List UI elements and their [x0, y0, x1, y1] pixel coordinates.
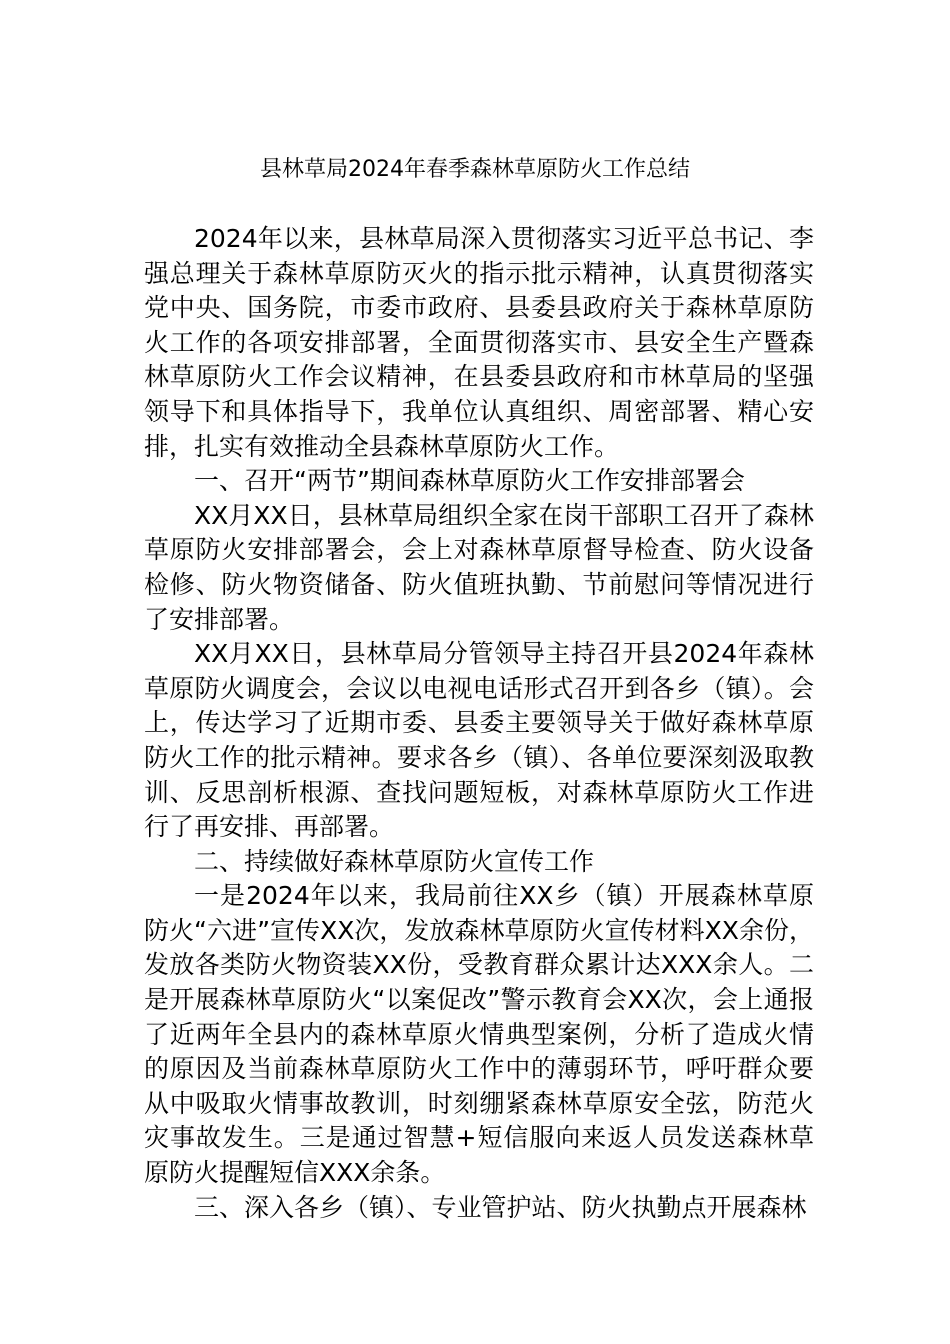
section-heading-1: 一、召开“两节”期间森林草原防火工作安排部署会 [194, 466, 745, 496]
document-title: 县林草局2024年春季森林草原防火工作总结 [260, 157, 690, 182]
paragraph: 一是2024年以来，我局前往XX乡（镇）开展森林草原防火“六进”宣传XX次，发放森林草原防火宣传材料XX余份，发放各类防火物资装XX份，受教育群众累计达XXX余人。二是开展森林草原防火“以案促改”警示教育会XX次，会上通报了近两年全县内的森林草原火情典型案例，分析了造成火情的原因及当前森林草原防火工作中的薄弱环节，呼吁群众要从中吸取火情事故教训，时刻绷紧森林草原安全弦，防范火灾事故发生。三是通过智慧+短信服向来返人员发送森林草原防火提醒短信XXX余条。 [144, 881, 814, 1188]
section-heading-3: 三、深入各乡（镇）、专业管护站、防火执勤点开展森林 [194, 1192, 807, 1222]
paragraph-intro: 2024年以来，县林草局深入贯彻落实习近平总书记、李强总理关于森林草原防灭火的指示批示精神，认真贯彻落实党中央、国务院，市委市政府、县委县政府关于森林草原防火工作的各项安排部署，全面贯彻落实市、县安全生产暨森林草原防火工作会议精神，在县委县政府和市林草局的坚强领导下和具体指导下，我单位认真组织、周密部署、精心安排，扎实有效推动全县森林草原防火工作。 [144, 224, 814, 461]
paragraph: XX月XX日，县林草局组织全家在岗干部职工召开了森林草原防火安排部署会，会上对森林草原督导检查、防火设备检修、防火物资储备、防火值班执勤、节前慰问等情况进行了安排部署。 [144, 500, 814, 634]
section-heading-2: 二、持续做好森林草原防火宣传工作 [194, 846, 595, 876]
document-body [144, 222, 814, 1225]
paragraph: XX月XX日，县林草局分管领导主持召开县2024年森林草原防火调度会，会议以电视电话形式召开到各乡（镇）。会上，传达学习了近期市委、县委主要领导关于做好森林草原防火工作的批示精神。要求各乡（镇）、各单位要深刻汲取教训、反思剖析根源、查找问题短板，对森林草原防火工作进行了再安排、再部署。 [144, 639, 814, 842]
